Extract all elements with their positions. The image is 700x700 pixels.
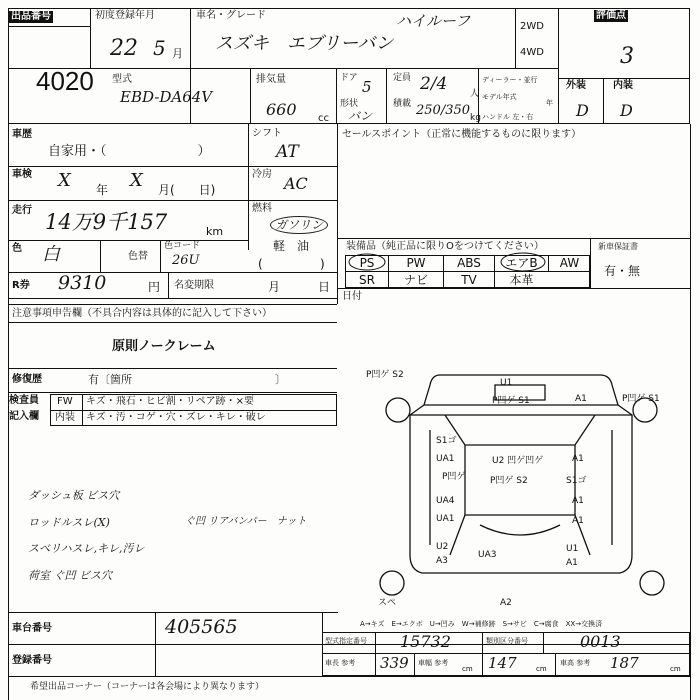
equip-abs: ABS: [457, 256, 481, 270]
shift-value: AT: [276, 142, 299, 162]
damage-mark-10: P凹ゲ: [442, 472, 466, 482]
equipment-label: 装備品（純正品に限りOをつけてください）: [346, 241, 544, 252]
color-code-label: 色コード: [164, 241, 201, 251]
damage-mark-20: U1: [566, 544, 579, 554]
first-registration-year: 22: [110, 36, 138, 61]
length-unit: cm: [462, 665, 473, 673]
damage-mark-22: スペ: [378, 598, 397, 608]
fuel-label: 燃料: [252, 203, 272, 214]
damage-mark-12: S1ゴ: [566, 476, 587, 486]
fuel-light-oil: 軽 油: [273, 239, 310, 253]
model-year-label: モデル年式: [482, 93, 517, 101]
warranty-value: 有・無: [604, 264, 641, 278]
equip-airbag: エアB: [505, 256, 538, 270]
interior-label: 内装: [613, 80, 633, 91]
drive-4wd: 4WD: [520, 47, 544, 58]
equip-navi: ナビ: [403, 273, 428, 287]
score-label: 評価点: [596, 10, 626, 21]
capacity-label: 定員: [393, 73, 412, 83]
length-label: 車長 参考: [325, 659, 356, 667]
designation-label: 型式指定番号: [325, 637, 367, 645]
equip-aw: AW: [559, 256, 580, 270]
drive-2wd: 2WD: [520, 21, 544, 32]
lot-number-label: 出品番号: [11, 11, 51, 22]
repair-history-value: 有〔箇所 〕: [88, 373, 286, 386]
ac-value: AC: [284, 174, 308, 193]
damage-mark-6: S1ゴ: [436, 436, 457, 446]
equip-leather: 本革: [509, 273, 534, 287]
date-label: 日付: [342, 291, 362, 302]
first-registration-label: 初度登録年月: [95, 10, 155, 21]
inspection-month: X: [130, 170, 143, 191]
width-label: 車幅 参考: [418, 659, 449, 667]
mileage-label: 走行: [12, 205, 32, 216]
damage-mark-9: A1: [572, 454, 584, 464]
color-code: 26U: [172, 253, 200, 268]
damage-mark-3: P凹ゲ S1: [492, 396, 530, 406]
inspector-label-1: 検査員: [9, 395, 39, 406]
handle-label: ハンドル 左・右: [482, 113, 534, 121]
fw-items: キズ・飛石・ヒビ割・リペア跡・×要: [86, 396, 254, 407]
name-change-month: 月: [268, 280, 281, 294]
remark-line-3: スベリハスレ,キレ,汚レ: [28, 542, 145, 555]
capacity-value: 2/4: [420, 74, 448, 94]
registration-label: 登録番号: [12, 655, 52, 666]
model-code-label: 型式: [112, 74, 132, 85]
fuel-gasoline: ガソリン: [270, 216, 328, 234]
damage-mark-18: UA3: [478, 550, 497, 560]
load-unit: kg: [470, 113, 481, 123]
history-value: 自家用・（ ）: [48, 144, 211, 159]
shape-label: 形状: [340, 99, 359, 109]
damage-mark-16: U2: [436, 542, 449, 552]
car-name-label: 車名・グレード: [196, 10, 266, 21]
category-value: 0013: [580, 632, 621, 651]
damage-mark-7: UA1: [436, 454, 455, 464]
height-value: 187: [610, 654, 639, 672]
equip-tv: TV: [461, 273, 477, 287]
remark-line-2: ロッドルスレ(X): [28, 516, 110, 529]
damage-mark-2: U1: [500, 378, 513, 388]
claim-statement: 原則ノークレーム: [112, 339, 216, 354]
warranty-label: 新車保証書: [598, 242, 638, 251]
displacement-value: 660: [266, 100, 297, 119]
height-unit: cm: [670, 665, 681, 673]
corner-label: 希望出品コーナー（コーナーは各会場により異なります）: [30, 682, 265, 692]
dealer-label: ディーラー・並行: [482, 76, 538, 84]
recycle-yen: 円: [148, 280, 161, 294]
color-label: 色: [12, 243, 22, 254]
damage-mark-14: UA1: [436, 514, 455, 524]
inspection-year: X: [58, 170, 71, 191]
model-code: EBD-DA64V: [120, 88, 213, 106]
exterior-grade: D: [576, 101, 589, 120]
damage-legend: A→キズ E→エクボ U→凹み W→補修跡 S→サビ C→腐食 XX→交換済: [360, 620, 603, 628]
damage-mark-21: A1: [566, 558, 578, 568]
fw-label: FW: [57, 396, 73, 407]
remark-line-1: ダッシュ板 ビス穴: [28, 489, 120, 502]
width-unit: cm: [536, 665, 547, 673]
score-value: 3: [620, 44, 634, 69]
length-value: 339: [380, 654, 409, 672]
history-label: 車歴: [12, 129, 32, 140]
model-year-unit: 年: [546, 99, 553, 107]
designation-value: 15732: [400, 632, 451, 651]
lot-number: 4020: [36, 66, 94, 96]
repair-history-label: 修復歴: [12, 374, 42, 385]
exterior-label: 外装: [566, 80, 586, 91]
name-change-day: 日: [318, 280, 331, 294]
inspection-year-unit: 年: [96, 183, 109, 197]
auction-sheet: 出品番号 4020 初度登録年月 22 5 月 車名・グレード スズキ エブリーバン ハイルーフ 2WD 4WD 評価点 3 外装 内装 D D 型式 EBD-DA64V 排気量 660 cc ドア 5 形状 バン 定員 2/4 人 積載 250/350 kg ディーラー・並行 モデル年式 年 ハンドル 左・右 車歴 自家用・（ ） シフト AT 車検 X 年 X 月( 日) 冷房 AC 走行 14万9千157 km 燃料 ガソリン 軽 油 ( ) 色 白 色替 色コード 26U R券 9310 円 名変期限 月 日 セールスポイント（正常に機能するものに限ります） 装備品（純正品に限りOをつけてください） 新車保証書 有・無 PS PW ABS エアB AW SR ナビ TV 本革 日付 注意事項申告欄（不具合内容は具体的に記入して下さい） 原則ノークレーム 修復歴 有〔箇所 〕 検査員 記入欄 FW キズ・飛石・ヒビ割・リペア跡・×要 内装 キズ・汚・コゲ・穴・ズレ・キレ・破レ ダッシュ板 ビス穴 ロッドルスレ(X) スベリハスレ,キレ,汚レ 荷室 ぐ凹 ビス穴 ぐ凹 リアバンパー ナット P凹ゲ S2 U1 P凹ゲ S1 A1 P凹ゲ S1 S1ゴ UA1 U2 凹ゲ凹ゲ A1 P凹ゲ P凹ゲ S2 S1ゴ UA4 UA1 A1 U2 A3 UA3 A1 U1 A1 スペ A2 A→キズ E→エクボ U→凹み W→補修跡 S→サビ C→腐食 XX→交換済 車台番号 405565 登録番号 型式指定番号 15732 類別区分番号 0013 車長 参考 339 cm 車幅 参考 147 cm 車高 参考 187 cm 希望出品コーナー（コーナーは各会場により異なります）: [0, 0, 700, 700]
displacement-label: 排気量: [256, 74, 286, 85]
height-label: 車高 参考: [560, 659, 591, 667]
damage-mark-17: A3: [436, 556, 448, 566]
remark-mid-note: ぐ凹 リアバンパー ナット: [185, 516, 307, 527]
sales-point-label: セールスポイント（正常に機能するものに限ります）: [342, 129, 582, 140]
damage-mark-8: U2 凹ゲ凹ゲ: [492, 456, 544, 466]
repaint-label: 色替: [128, 251, 148, 262]
damage-mark-4: A1: [575, 394, 587, 404]
damage-mark-5: P凹ゲ S1: [622, 394, 660, 404]
car-model-name: スズキ エブリーバン: [215, 33, 394, 54]
interior-grade: D: [620, 101, 633, 120]
damage-mark-11: P凹ゲ S2: [490, 476, 528, 486]
load-value: 250/350: [416, 103, 471, 118]
name-change-label: 名変期限: [174, 280, 214, 291]
shift-label: シフト: [252, 128, 282, 139]
mileage-unit: km: [206, 225, 224, 238]
width-value: 147: [488, 654, 517, 672]
equipment-circles: [340, 250, 600, 290]
equip-pw: PW: [406, 256, 426, 270]
load-label: 積載: [393, 99, 412, 109]
remark-line-4: 荷室 ぐ凹 ビス穴: [28, 569, 112, 582]
shape-value: バン: [348, 109, 373, 123]
equip-ps: PS: [359, 256, 375, 270]
mileage-value: 14万9千157: [45, 210, 168, 234]
color-value: 白: [42, 244, 60, 265]
displacement-unit: cc: [318, 113, 329, 124]
doors-value: 5: [362, 78, 372, 96]
damage-mark-15: A1: [572, 496, 584, 506]
recycle-label: R券: [12, 280, 30, 291]
chassis-label: 車台番号: [12, 623, 52, 634]
inspection-month-unit: 月( 日): [158, 183, 216, 197]
chassis-value: 405565: [165, 616, 238, 638]
car-damage-diagram: [366, 355, 680, 610]
first-registration-month-unit: 月: [172, 47, 183, 60]
inspection-label: 車検: [12, 169, 32, 180]
damage-mark-1: P凹ゲ S2: [366, 370, 404, 380]
interior-check-label: 内装: [55, 412, 75, 423]
damage-mark-23: A2: [500, 598, 512, 608]
category-label: 類別区分番号: [486, 637, 528, 645]
car-grade: ハイルーフ: [396, 12, 471, 30]
ac-label: 冷房: [252, 169, 272, 180]
equip-sr: SR: [359, 273, 375, 287]
capacity-unit: 人: [470, 89, 480, 99]
notes-header: 注意事項申告欄（不具合内容は具体的に記入して下さい）: [12, 308, 272, 319]
damage-mark-19: A1: [572, 516, 584, 526]
recycle-value: 9310: [58, 272, 107, 294]
damage-mark-13: UA4: [436, 496, 455, 506]
doors-label: ドア: [340, 73, 358, 83]
first-registration-month: 5: [153, 36, 166, 60]
interior-check-items: キズ・汚・コゲ・穴・ズレ・キレ・破レ: [86, 412, 266, 423]
inspector-label-2: 記入欄: [9, 411, 39, 422]
